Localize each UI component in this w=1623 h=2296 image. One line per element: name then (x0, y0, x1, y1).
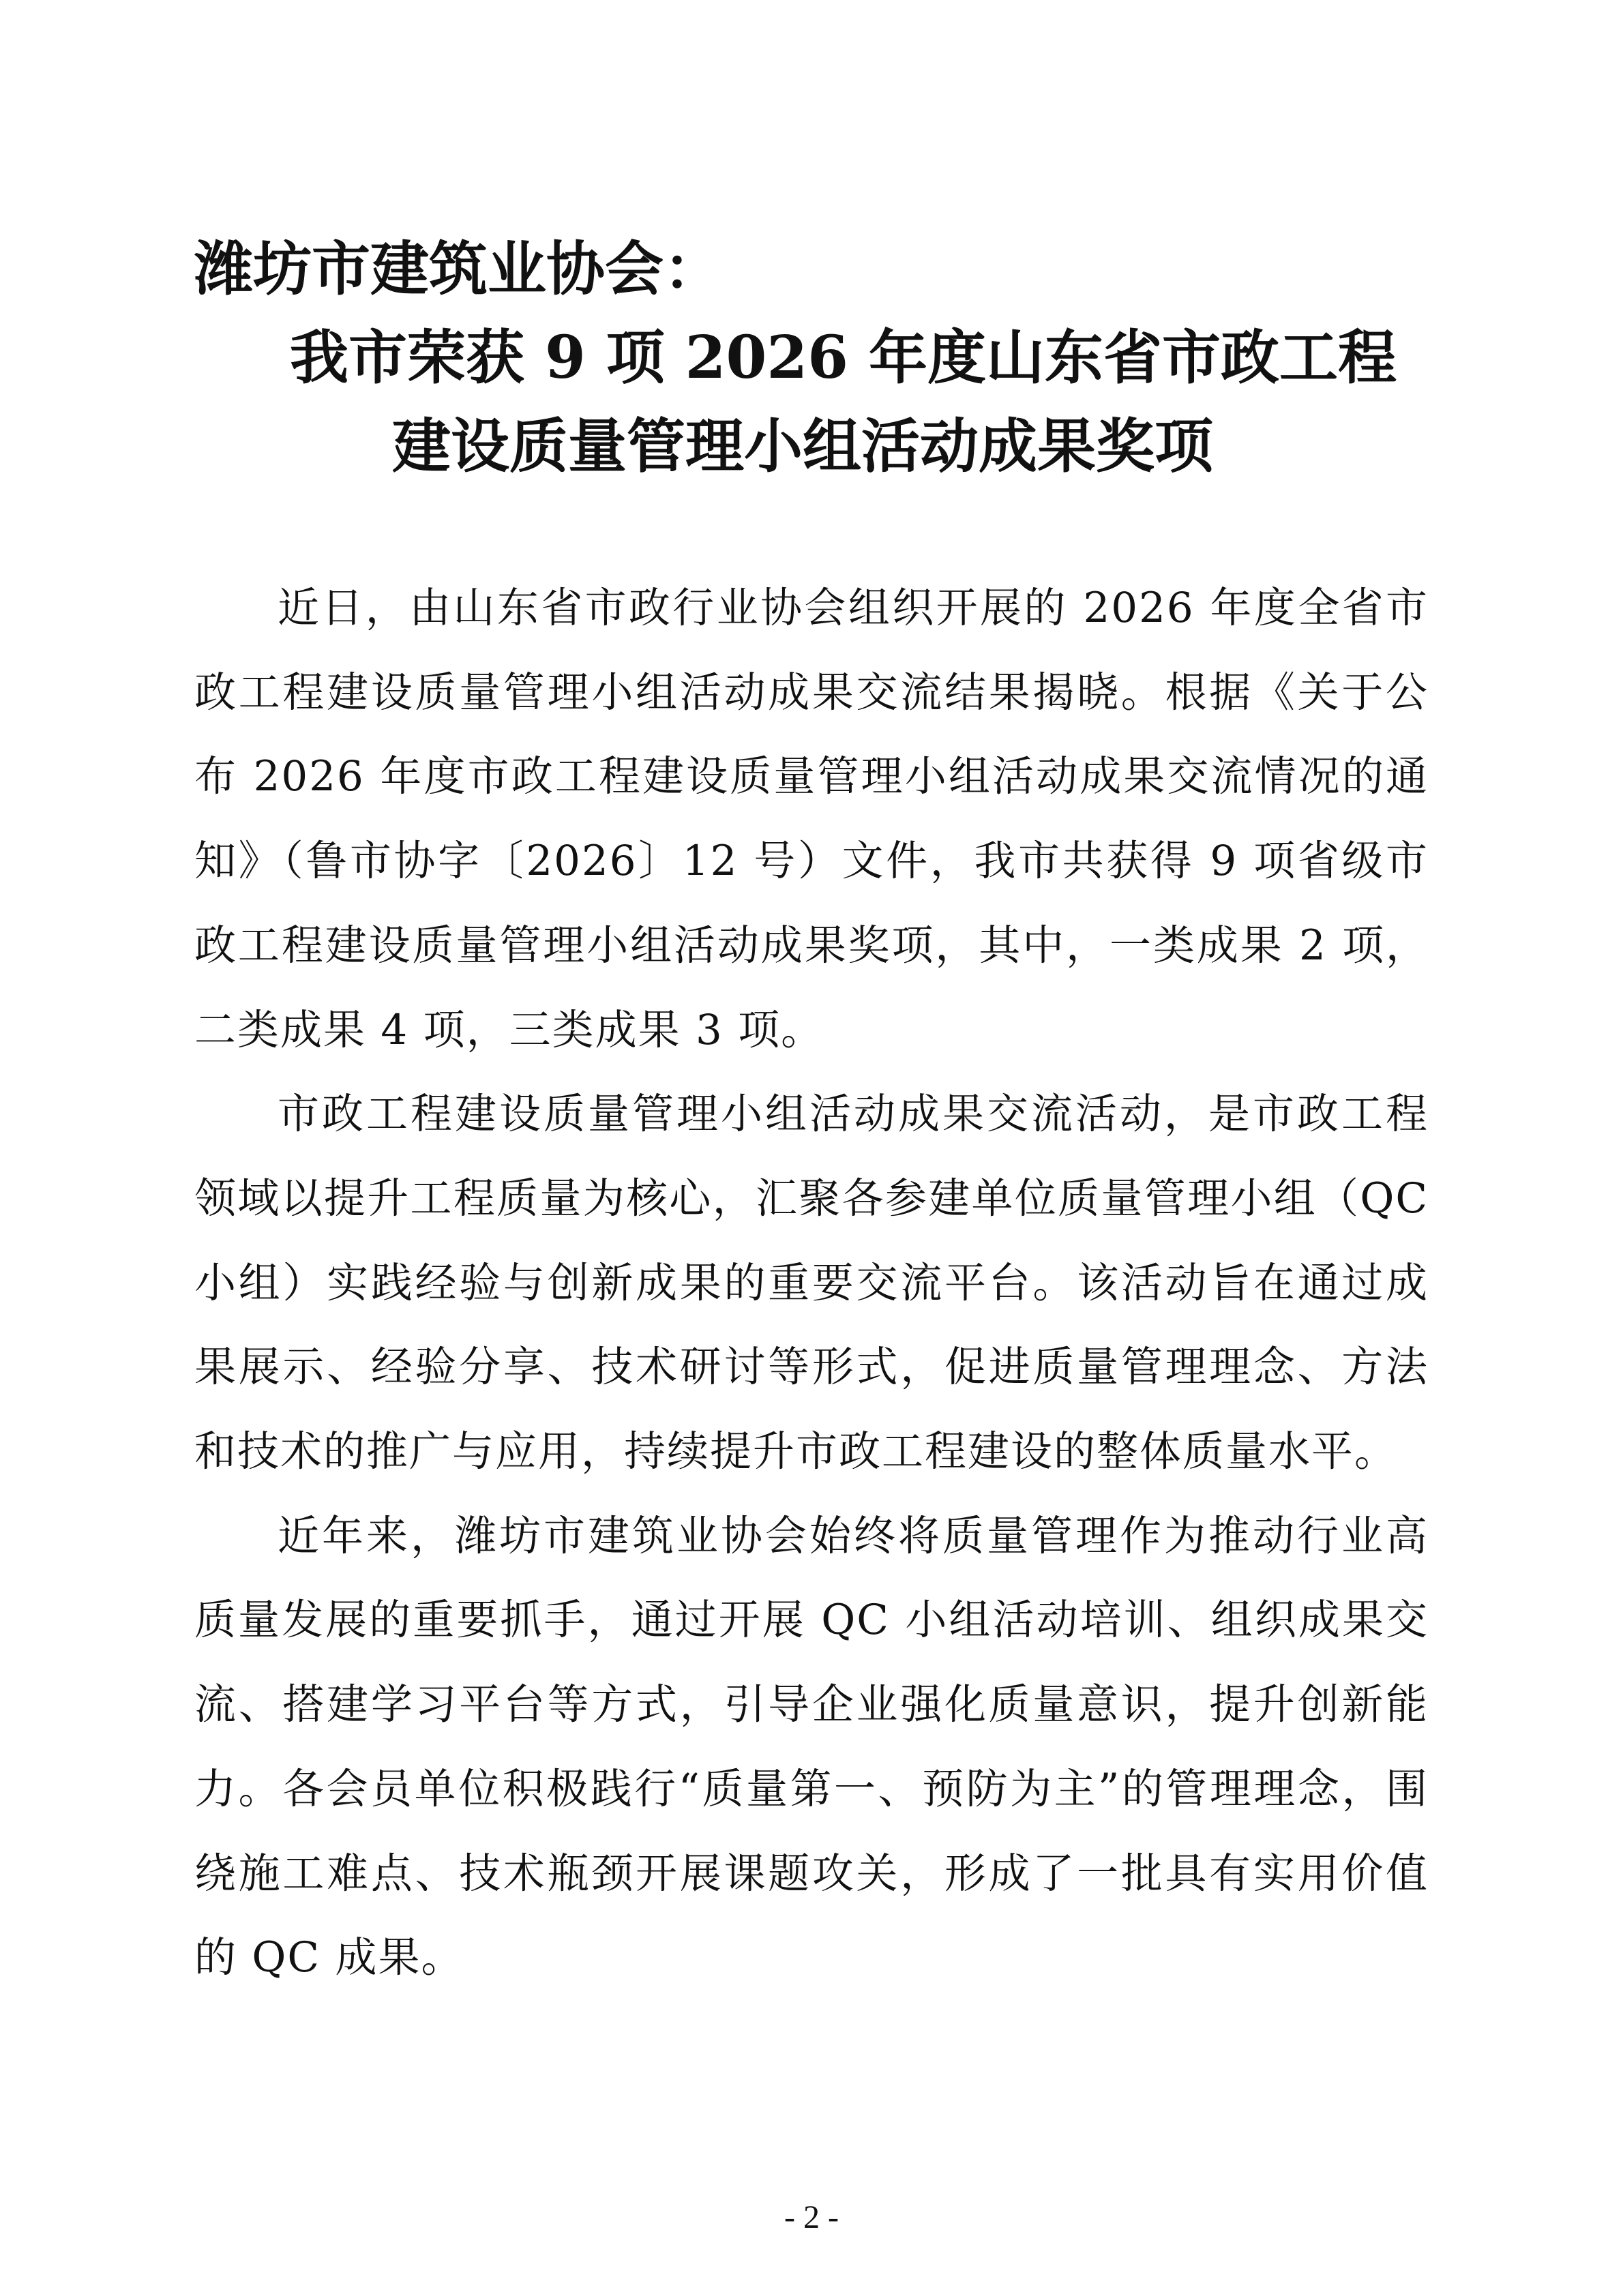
title-line-1: 潍坊市建筑业协会： (194, 235, 722, 303)
paragraph-1: 近日，由山东省市政行业协会组织开展的 2026 年度全省市政工程建设质量管理小组活动成果交流结果揭晓。根据《关于公布 2026 年度市政工程建设质量管理小组活动成果交流情况的通知》（鲁市协字〔2026〕12 号）文件，我市共获得 9 项省级市政工程建设质量管理小组活动成果奖项，其中，一类成果 2 项，二类成果 4 项，三类成果 3 项。 (194, 584, 1429, 1054)
paragraph-3: 近年来，潍坊市建筑业协会始终将质量管理作为推动行业高质量发展的重要抓手，通过开展 QC 小组活动培训、组织成果交流、搭建学习平台等方式，引导企业强化质量意识，提升创新能力。各会员单位积极践行“质量第一、预防为主”的管理理念，围绕施工难点、技术瓶颈开展课题攻关，形成了一批具有实用价值的 QC 成果。 (194, 1511, 1429, 1982)
paragraph-2: 市政工程建设质量管理小组活动成果交流活动，是市政工程领域以提升工程质量为核心，汇聚各参建单位质量管理小组（QC 小组）实践经验与创新成果的重要交流平台。该活动旨在通过成果展示、经验分享、技术研讨等形式，促进质量管理理念、方法和技术的推广与应用，持续提升市政工程建设的整体质量水平。 (194, 1090, 1429, 1476)
document-body (194, 566, 1429, 2000)
title-line-3: 建设质量管理小组活动成果奖项 (392, 412, 1213, 481)
title-line-2: 我市荣获 9 项 2026 年度山东省市政工程 (290, 323, 1397, 392)
page-number: - 2 - (784, 2199, 839, 2235)
